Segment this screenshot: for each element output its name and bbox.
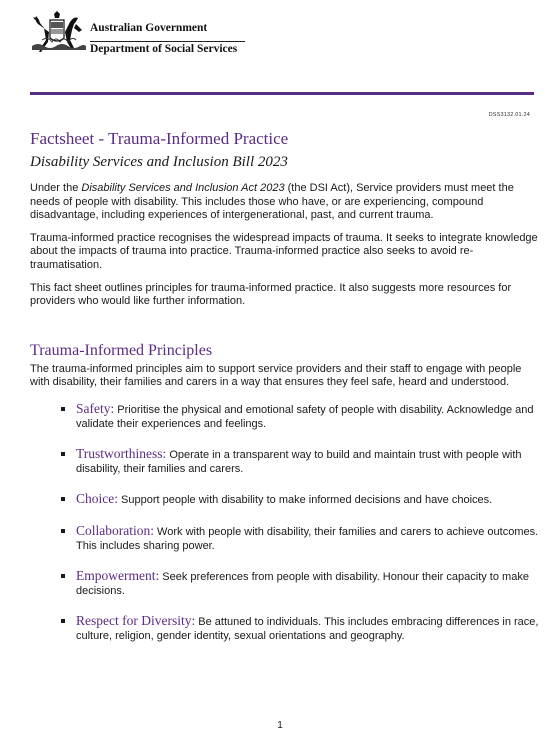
principle-name: Collaboration: [76,522,154,538]
principle-name: Choice: [76,491,118,507]
page-title: Factsheet - Trauma-Informed Practice [30,129,289,148]
coat-of-arms-icon [30,10,88,54]
bullet-icon [61,497,65,501]
principle-name: Empowerment: [76,568,160,584]
intro-text-start: Under the [30,182,82,194]
main-content [30,128,540,659]
list-item [30,569,540,598]
bullet-icon [61,452,65,456]
intro-paragraph [30,182,540,223]
principle-text: Prioritise the physical and emotional safety of people with disability. Acknowledge and validate their experiences and feelings. [76,403,534,430]
bullet-icon [61,574,65,578]
government-header [30,8,270,58]
page-number: 1 [277,720,283,731]
principles-intro: The trauma-informed principles aim to support service providers and their staff to engage with people with disability, their families and carers in a way that ensures they feel safe, heard and understood. [30,362,522,389]
accent-rule [30,92,534,95]
list-item [30,614,540,643]
principle-text: Be attuned to individuals. This includes embracing differences in race, culture, religion, gender identity, sexual orientations and geography. [76,616,539,642]
principle-name: Trustworthiness: [76,446,167,462]
trauma-practice-paragraph: Trauma-informed practice recognises the widespread impacts of trauma. It seeks to integrate knowledge about the impacts of trauma into practice. Trauma-informed practice also seeks to avoid re-traumatisation. [30,231,538,271]
intro-text-end: (the DSI Act), Service providers must meet the needs of people with disability. This includes those who have, or are experiencing, compound disadvantage, including experiences of intergenerational, past, and current trauma. [30,182,514,222]
government-name: Australian Government [90,22,208,34]
document-code: DSS3132.01.24 [488,112,530,118]
list-item [30,447,540,476]
factsheet-outline-paragraph: This fact sheet outlines principles for trauma-informed practice. It also suggests more resources for providers who would like further information. [30,281,512,308]
principle-text: Support people with disability to make informed decisions and have choices. [118,494,493,507]
list-item [30,402,540,431]
principle-text: Work with people with disability, their families and carers to achieve outcomes. This includes sharing power. [76,525,539,552]
principle-name: Respect for Diversity: [76,613,196,629]
act-name: Disability Services and Inclusion Act 2023 [81,182,285,194]
principle-text: Operate in a transparent way to build and maintain trust with people with disability, their families and carers. [76,449,522,475]
list-item [30,492,540,508]
principle-name: Safety: [76,400,115,416]
principles-heading: Trauma-Informed Principles [30,341,213,359]
page-subtitle: Disability Services and Inclusion Bill 2023 [30,154,288,170]
bullet-icon [61,619,65,623]
principle-text: Seek preferences from people with disability. Honour their capacity to make decisions. [76,571,529,597]
bullet-icon [61,529,65,533]
department-name: Department of Social Services [90,43,238,55]
header-divider [90,41,245,42]
bullet-icon [61,407,65,411]
list-item [30,524,540,553]
principles-list [30,402,540,644]
